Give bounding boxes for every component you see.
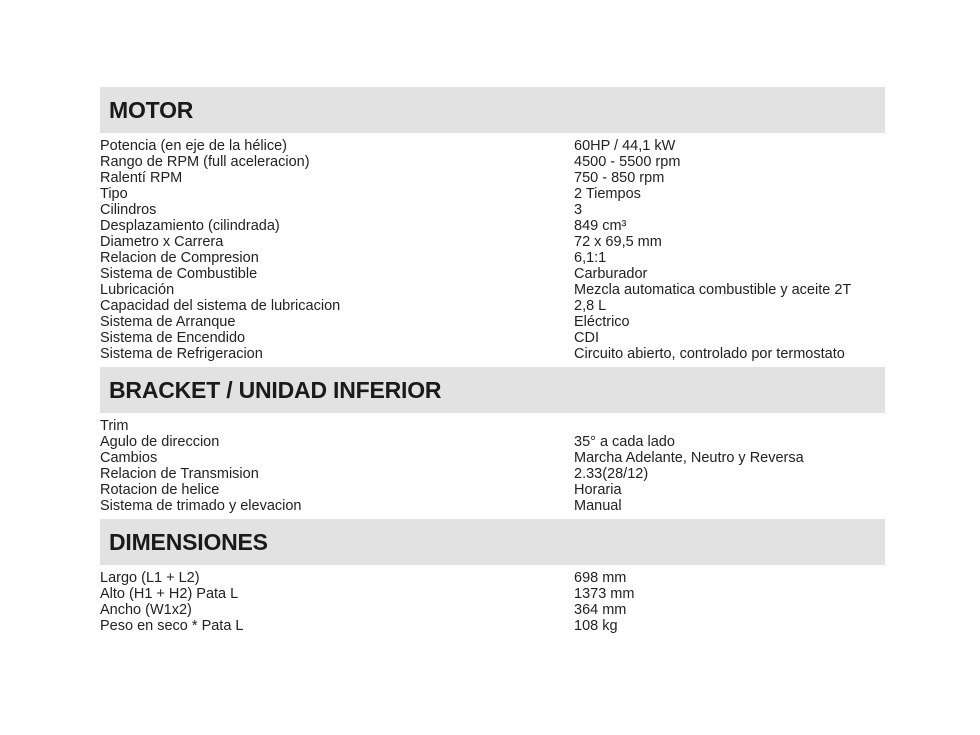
spec-row (100, 346, 885, 362)
spec-value: 60HP / 44,1 kW (574, 138, 676, 154)
spec-row (100, 602, 885, 618)
spec-row (100, 434, 885, 450)
section-title: BRACKET / UNIDAD INFERIOR (109, 376, 442, 403)
spec-label: Lubricación (100, 282, 175, 298)
spec-row (100, 498, 885, 514)
spec-value: 1373 mm (574, 586, 635, 602)
spec-value: 2,8 L (574, 298, 607, 314)
spec-value: Horaria (574, 482, 622, 498)
spec-value: 3 (574, 202, 583, 218)
spec-label: Trim (100, 418, 129, 434)
spec-row (100, 218, 885, 234)
spec-row (100, 570, 885, 586)
spec-value: Mezcla automatica combustible y aceite 2T (574, 282, 852, 298)
spec-label: Ralentí RPM (100, 170, 183, 186)
section-header-bracket (100, 367, 885, 413)
spec-value: 2.33(28/12) (574, 466, 649, 482)
spec-label: Rotacion de helice (100, 482, 220, 498)
spec-label: Tipo (100, 186, 128, 202)
spec-value: Manual (574, 498, 622, 514)
spec-row (100, 186, 885, 202)
spec-value: Circuito abierto, controlado por termostato (574, 346, 845, 362)
spec-row (100, 586, 885, 602)
spec-label: Rango de RPM (full aceleracion) (100, 154, 310, 170)
spec-value: 108 kg (574, 618, 618, 634)
spec-label: Sistema de trimado y elevacion (100, 498, 302, 514)
spec-value: 849 cm³ (574, 218, 627, 234)
spec-row (100, 450, 885, 466)
spec-value: CDI (574, 330, 599, 346)
spec-label: Sistema de Arranque (100, 314, 236, 330)
spec-label: Sistema de Refrigeracion (100, 346, 263, 362)
spec-value: 698 mm (574, 570, 627, 586)
spec-table-bracket (100, 413, 885, 519)
section-header-motor (100, 87, 885, 133)
section-title: DIMENSIONES (109, 528, 268, 555)
spec-row (100, 266, 885, 282)
spec-table-motor (100, 133, 885, 367)
spec-label: Agulo de direccion (100, 434, 220, 450)
spec-label: Ancho (W1x2) (100, 602, 192, 618)
section-title: MOTOR (109, 96, 194, 123)
spec-row (100, 482, 885, 498)
spec-label: Alto (H1 + H2) Pata L (100, 586, 239, 602)
spec-label: Cambios (100, 450, 158, 466)
spec-label: Relacion de Compresion (100, 250, 259, 266)
spec-label: Largo (L1 + L2) (100, 570, 200, 586)
spec-row (100, 330, 885, 346)
spec-value: 750 - 850 rpm (574, 170, 665, 186)
spec-row (100, 314, 885, 330)
spec-row (100, 202, 885, 218)
spec-row (100, 466, 885, 482)
spec-label: Potencia (en eje de la hélice) (100, 138, 288, 154)
spec-value: 6,1:1 (574, 250, 607, 266)
spec-label: Sistema de Encendido (100, 330, 246, 346)
spec-row (100, 418, 885, 434)
spec-label: Relacion de Transmision (100, 466, 259, 482)
spec-value: 364 mm (574, 602, 627, 618)
spec-table-dimensiones (100, 565, 885, 634)
spec-row (100, 234, 885, 250)
section-header-dimensiones (100, 519, 885, 565)
spec-value: Carburador (574, 266, 648, 282)
spec-label: Peso en seco * Pata L (100, 618, 244, 634)
spec-label: Desplazamiento (cilindrada) (100, 218, 280, 234)
spec-row (100, 282, 885, 298)
spec-row (100, 154, 885, 170)
spec-row (100, 298, 885, 314)
spec-value: 72 x 69,5 mm (574, 234, 662, 250)
spec-row (100, 170, 885, 186)
spec-value: 4500 - 5500 rpm (574, 154, 681, 170)
spec-label: Diametro x Carrera (100, 234, 224, 250)
spec-sheet (100, 87, 885, 634)
spec-label: Sistema de Combustible (100, 266, 258, 282)
spec-label: Capacidad del sistema de lubricacion (100, 298, 341, 314)
spec-value: 35° a cada lado (574, 434, 675, 450)
spec-label: Cilindros (100, 202, 157, 218)
spec-value: Eléctrico (574, 314, 630, 330)
spec-value: 2 Tiempos (574, 186, 641, 202)
spec-row (100, 250, 885, 266)
spec-row (100, 618, 885, 634)
spec-value: Marcha Adelante, Neutro y Reversa (574, 450, 804, 466)
spec-row (100, 138, 885, 154)
